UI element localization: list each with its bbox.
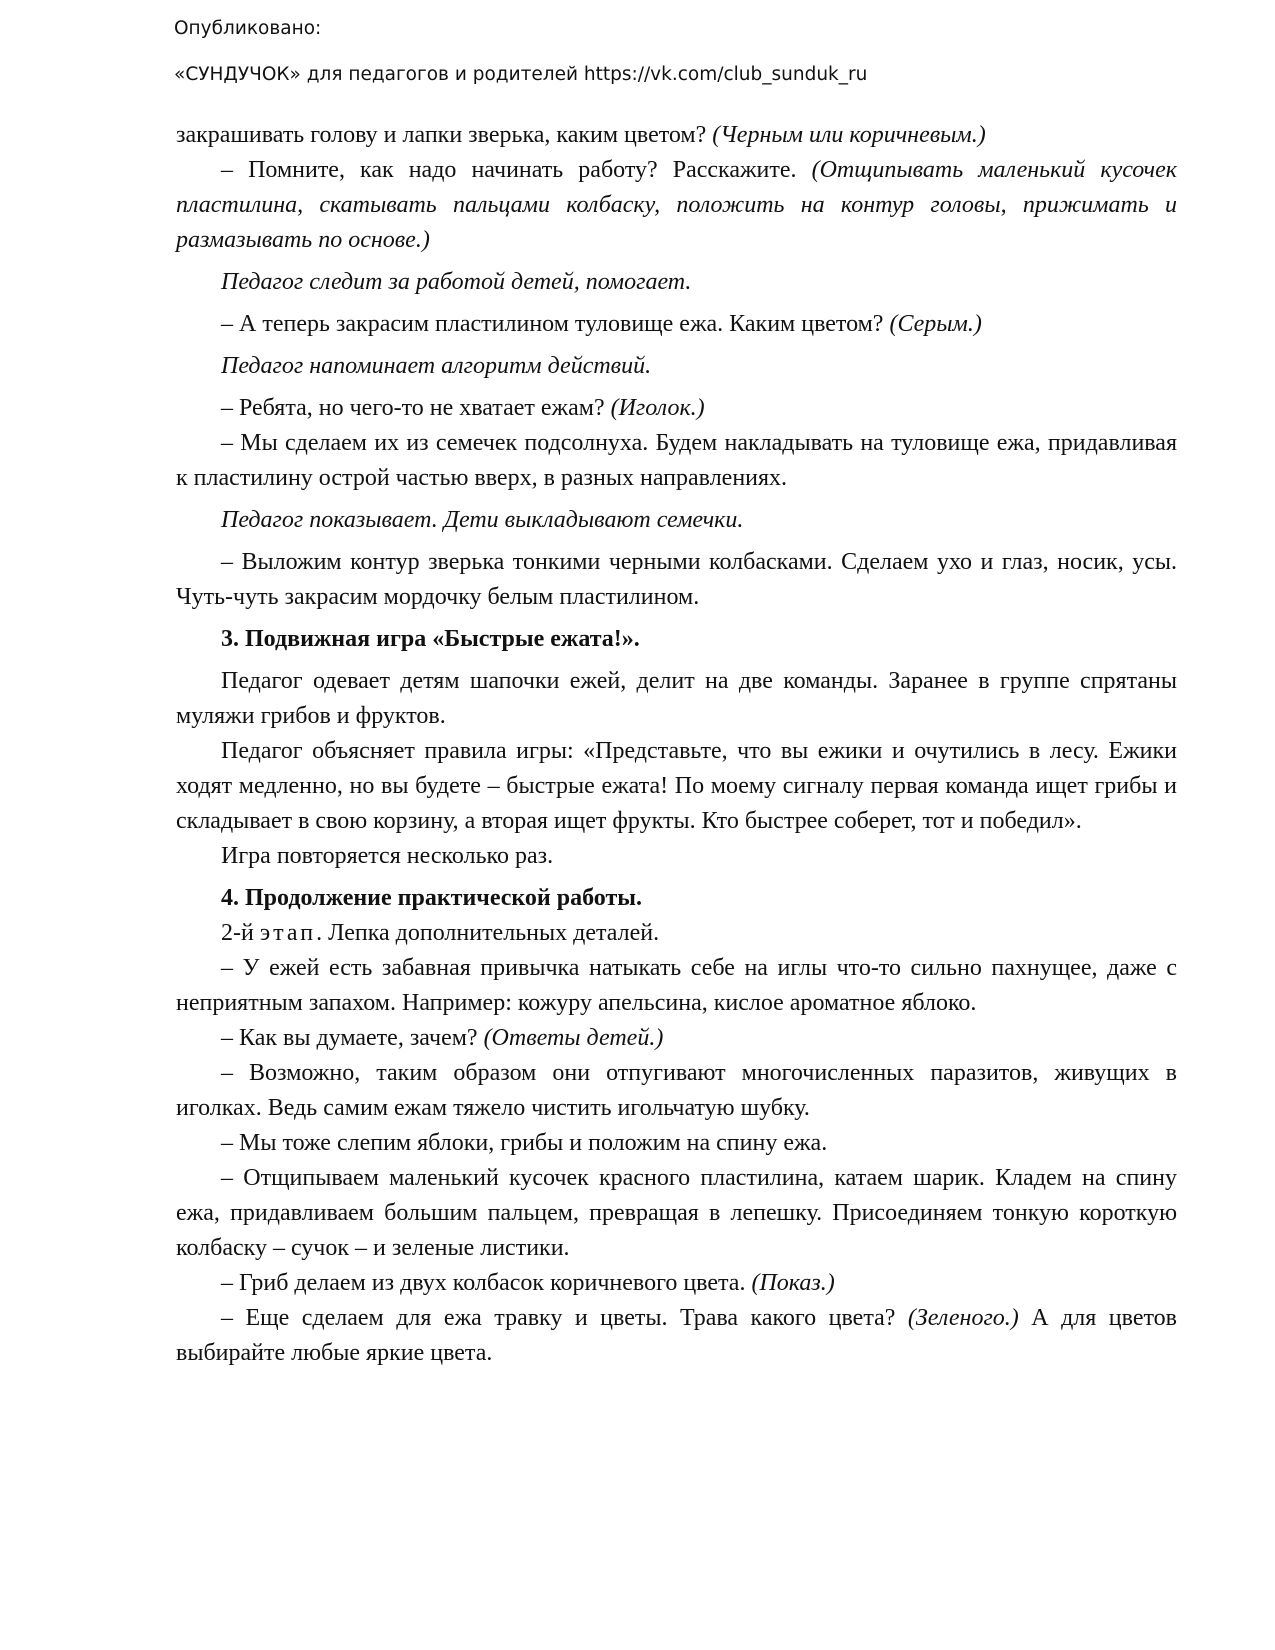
italic-remark: (Отщипывать маленький кусочек пластилина, скатывать пальцами колбаску, положить на контур головы, прижимать и размазывать по основе.) — [176, 157, 1177, 253]
teacher-note: Педагог напоминает алгоритм действий. — [221, 353, 652, 379]
paragraph-text: – Помните, как надо начинать работу? Расскажите. — [221, 157, 812, 183]
italic-remark: (Черным или коричневым.) — [712, 122, 986, 148]
paragraph-text: Педагог одевает детям шапочки ежей, делит на две команды. Заранее в группе спрятаны муляжи грибов и фруктов. — [176, 668, 1177, 729]
paragraph-text: – У ежей есть забавная привычка натыкать себе на иглы что-то сильно пахнущее, даже с неприятным запахом. Например: кожуру апельсина, кислое ароматное яблоко. — [176, 955, 1177, 1016]
paragraph — [176, 951, 1177, 1021]
paragraph — [176, 664, 1177, 734]
paragraph-text: – Ребята, но чего-то не хватает ежам? — [221, 395, 611, 421]
paragraph-text: – Мы сделаем их из семечек подсолнуха. Будем накладывать на туловище ежа, придавливая к пластилину острой частью вверх, в разных направлениях. — [176, 430, 1177, 491]
paragraph-text: Педагог объясняет правила игры: «Представьте, что вы ежики и очутились в лесу. Ежики ходят медленно, но вы будете – быстрые ежата! По моему сигналу первая команда ищет грибы и складывает в свою корзину, а вторая ищет фрукты. Кто быстрее соберет, тот и победил». — [176, 738, 1177, 834]
paragraph — [176, 1161, 1177, 1266]
paragraph — [176, 426, 1177, 496]
paragraph — [176, 839, 1177, 874]
teacher-note: Педагог показывает. Дети выкладывают семечки. — [221, 507, 744, 533]
italic-remark: (Серым.) — [889, 311, 982, 337]
stage-prefix: 2-й — [221, 920, 260, 946]
paragraph — [176, 916, 1177, 951]
teacher-note: Педагог следит за работой детей, помогает. — [221, 269, 692, 295]
section-heading-3 — [176, 622, 1177, 657]
paragraph-text: Игра повторяется несколько раз. — [221, 843, 554, 869]
paragraph — [176, 1266, 1177, 1301]
paragraph — [176, 118, 1177, 153]
published-label: Опубликовано: — [174, 18, 322, 39]
paragraph — [176, 307, 1177, 342]
paragraph-text: . Лепка дополнительных деталей. — [316, 920, 660, 946]
paragraph-text: – Еще сделаем для ежа травку и цветы. Трава какого цвета? — [221, 1305, 908, 1331]
paragraph — [176, 1126, 1177, 1161]
italic-remark: (Ответы детей.) — [483, 1025, 664, 1051]
stage-word: этап — [259, 920, 317, 946]
italic-remark: (Иголок.) — [610, 395, 705, 421]
paragraph-text: – Возможно, таким образом они отпугивают многочисленных паразитов, живущих в иголках. Ведь самим ежам тяжело чистить игольчатую шубку. — [176, 1060, 1177, 1121]
section-heading-4 — [176, 881, 1177, 916]
paragraph-tail: А для цветов выбирайте любые яркие цвета. — [176, 1305, 1177, 1366]
paragraph — [176, 734, 1177, 839]
paragraph-text: – Как вы думаете, зачем? — [221, 1025, 484, 1051]
paragraph-text: – Гриб делаем из двух колбасок коричневого цвета. — [221, 1270, 752, 1296]
document-body — [176, 118, 1177, 1371]
italic-remark: (Показ.) — [751, 1270, 835, 1296]
paragraph — [176, 349, 1177, 384]
paragraph — [176, 391, 1177, 426]
paragraph-text: – А теперь закрасим пластилином туловище ежа. Каким цветом? — [221, 311, 890, 337]
italic-remark: (Зеленого.) — [907, 1305, 1019, 1331]
paragraph — [176, 545, 1177, 615]
page-header — [174, 14, 1174, 90]
heading-text: 3. Подвижная игра «Быстрые ежата!». — [221, 626, 640, 652]
paragraph — [176, 503, 1177, 538]
source-line: «СУНДУЧОК» для педагогов и родителей https://vk.com/club_sunduk_ru — [174, 64, 868, 85]
paragraph — [176, 265, 1177, 300]
heading-text: 4. Продолжение практической работы. — [221, 885, 642, 911]
paragraph — [176, 1056, 1177, 1126]
paragraph — [176, 153, 1177, 258]
paragraph-text: закрашивать голову и лапки зверька, каким цветом? — [176, 122, 713, 148]
paragraph-text: – Мы тоже слепим яблоки, грибы и положим на спину ежа. — [221, 1130, 828, 1156]
paragraph — [176, 1301, 1177, 1371]
paragraph-text: – Отщипываем маленький кусочек красного пластилина, катаем шарик. Кладем на спину ежа, придавливаем большим пальцем, превращая в лепешку. Присоединяем тонкую короткую колбаску – сучок – и зеленые листики. — [176, 1165, 1177, 1261]
paragraph — [176, 1021, 1177, 1056]
paragraph-text: – Выложим контур зверька тонкими черными колбасками. Сделаем ухо и глаз, носик, усы. Чуть-чуть закрасим мордочку белым пластилином. — [176, 549, 1177, 610]
